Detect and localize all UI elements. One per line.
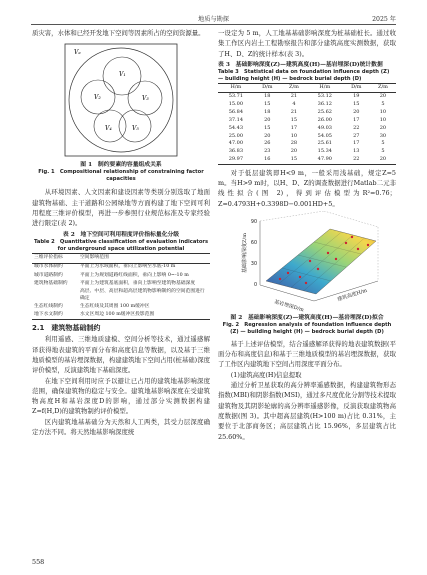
table-cell: 20 [370,156,396,164]
big-circle [69,48,173,152]
table-cell: 生态红线制约 [34,303,63,309]
paragraph: 通过分析卫星获取的高分辨率遥感数据，构建建筑物形态指数(MBI)和阴影指数(MSI)，通过多尺度优化分割等技术提取建筑物及其阴影轮廓的高分辨率遥感影像，反演获取建筑物高度数据(图 3)。其中超高层建筑(H>100 m)占比 0.31%，主要位于北部商务区；高层建筑占比 15.96%，多层建筑占比 25.60%。 [218,381,396,441]
table-cell: 15 [290,116,298,123]
table-cell: 36.83 [228,148,244,155]
table-cell: 18 [264,108,271,115]
axis-frame-back [260,211,324,221]
table-row [32,263,210,272]
table-row [32,272,210,280]
paragraph: 从环境因素、人文因素和建设因素等类别分别选取了地面建筑物基础、主干道路和公园绿地等方面构建了地下空间可利用程度三维评价模型，再进一步参照行业规范标准及专家经验进行限定(表 2)。 [32,188,210,228]
figure-2-caption-en: Fig. 2 Regression analysis of foundation influence depth (Z) — building height (H) — bedrock burial depth (D) [222,321,392,335]
table-cell: 20 [290,148,298,155]
table-row [218,132,396,140]
table-cell: 水文区周边 100 m缓冲区投影范围 [78,311,210,320]
table-cell: 27 [353,132,360,139]
table-row [218,156,396,164]
table-cell: 53.71 [228,93,244,100]
page-number: 558 [32,558,45,566]
table-cell: 20 [353,108,360,115]
table-cell: 13 [353,148,360,155]
table-cell: 生态红线及其周围 100 m缓冲区 [80,303,150,309]
table-cell: 19 [353,93,360,100]
paragraph: 区内建筑地基基础分为天然和人工两类，其受力层深度确定方法不同。将天然地基影响深度统 [32,417,210,437]
table-3-caption-cn: 表 3 基础影响深度(Z)—建筑高度(H)—基岩埋深(D)统计数据 [218,61,383,68]
table-cell: 15 [353,101,360,108]
table-cell: 平面上为水域面积，垂向上影响至水底-10 m [80,264,176,270]
table-cell: 47.00 [228,140,244,147]
table-cell: 17 [353,116,360,123]
table-cell: 21 [290,108,298,115]
figure-2-caption-cn: 图 2 基础影响深度(Z)—建筑高度(H)—基岩埋深(D)拟合 [230,314,384,321]
table-cell: 10 [290,132,298,139]
x-axis-label: 基岩埋深D/m [273,298,305,314]
table-cell: 10 [379,108,387,115]
table-cell: 建筑物基础制约 [34,280,68,286]
table-cell: 17 [353,140,360,147]
table-cell: 城市水体制约 [34,264,63,270]
table-cell: 高层、中层、高层和超高层建筑物影响制约的空间范围进行确定 [80,289,205,301]
y-axis-label: 建筑高度H/m [336,287,368,303]
table-cell: 18 [264,93,271,100]
paragraph: 在地下空间利用时应予以避让已占用的建筑地基影响深度范围，确保建筑物的稳定与安全。建筑地基影响深度在受建筑物高度H和基岩深度D的影响，通过部分实测数据构建Z=f(H,D)的建筑物制约评价模型。 [32,376,210,416]
table-header: H/m [218,83,254,92]
label-v2: V₂ [94,94,101,102]
table-cell: 49.03 [317,124,332,131]
table-cell: 城市道路制约 [34,272,63,278]
table-cell: 20 [379,124,387,131]
table-cell: 30 [379,132,387,139]
table-cell: 25.00 [228,132,244,139]
table-3 [218,83,396,165]
table-row [218,140,396,148]
fitted-surface [266,229,376,294]
z-tick: 30 [250,261,257,267]
table-cell: 56.84 [228,108,244,115]
table-cell: 22 [353,124,360,131]
table-cell: 20 [379,93,387,100]
table-cell: 15.00 [228,101,244,108]
paragraph: 基于上述评估模型，结合遥感解译获得的地表建筑数据(平面分布和高度信息)和基于三维地质模型的基岩埋深数据，获取了工作区内建筑地下空间占用深度平面分布。 [218,339,396,369]
table-cell: 26 [264,140,271,147]
table-cell: 26.00 [317,116,332,123]
table-header: 空间影响范围 [78,254,210,263]
journal-year: 2025 年 [372,16,396,23]
axis-frame-back [324,211,378,227]
label-v4: V₄ [105,125,112,133]
table-row [218,116,396,124]
table-cell: 5 [381,148,385,155]
table-row [32,280,210,288]
table-header: H/m [307,83,343,92]
table-row [218,109,396,117]
table-row [32,303,210,311]
table-cell: 20 [264,116,271,123]
paragraph: 质灾害，水体和已经开发地下空间等因素所占的空间资源量。 [32,29,205,37]
table-cell: 36.12 [317,101,332,108]
table-row [218,92,396,100]
label-v3: V₃ [142,95,149,103]
table-cell [32,288,78,303]
table-header: D/m [254,83,281,92]
table-cell: 5 [381,140,385,147]
table-row [218,124,396,132]
label-v5: V₅ [132,125,139,133]
section-title: 2.1 建筑物基础制约 [32,324,101,333]
table-cell: 15.34 [317,148,332,155]
table-row [218,148,396,156]
paragraph: 一设定为 5 m，人工地基基础影响深度为桩基础桩长。通过收集工作区内岩土工程勘察报告和部分建筑高度实测数据，获取了H、D、Z的统计样本(表 3)。 [218,29,396,58]
journal-name: 地质与勘探 [198,16,229,23]
table-cell: 15 [264,124,271,131]
table-cell: 25.62 [317,108,332,115]
table-cell: 37.14 [228,116,244,123]
table-cell: 22 [343,156,370,164]
table-cell: 4 [292,101,296,108]
table-cell: 10 [379,116,387,123]
z-tick: 90 [250,219,257,225]
figure-1-caption-en: Fig. 1 Compositional relationship of constraining factor capacities [38,169,204,183]
table-cell: 25.61 [317,140,332,147]
table-cell: 21 [290,93,298,100]
left-column [32,28,210,437]
label-va: Vₐ [74,49,81,57]
table-row [218,101,396,109]
paragraph: (1)建筑高度(H)信息提取 [230,370,302,379]
table-cell: 53.12 [317,93,332,100]
label-v1: V₁ [119,71,126,79]
right-column [218,28,396,442]
running-header [31,13,396,25]
table-2-caption-cn: 表 2 地下空间可利用程度评价指标量化分级 [62,232,180,239]
z-tick: 60 [250,240,257,246]
table-cell: 29.97 [218,156,254,164]
table-cell: 5 [381,101,385,108]
table-header: Z/m [281,83,307,92]
table-cell: 54.05 [317,132,332,139]
table-cell: 54.43 [228,124,244,131]
figure-1-venn-diagram [32,42,210,159]
figure-2-surface-plot [218,211,396,314]
table-cell: 16 [254,156,281,164]
table-cell: 47.90 [307,156,343,164]
table-cell: 17 [290,124,298,131]
table-row [32,311,210,320]
table-cell: 28 [290,140,298,147]
z-axis-label: 基础影响深度Z/m [242,232,248,273]
table-header: Z/m [370,83,396,92]
table-cell: 平面上为建筑基底面积，垂向上影响至建筑物基础深度 [80,280,196,286]
table-3-caption-en: Table 3 Statistical data on foundation influence depth (Z) — building height (H) — bedrock burial depth (D) [218,68,390,82]
table-cell: 15 [264,101,271,108]
outer-square [65,44,177,156]
table-cell: 15 [281,156,307,164]
table-2-caption-en: Table 2 Quantitative classification of evaluation indicators for underground space utilization potential [33,239,209,253]
table-cell: 23 [264,148,271,155]
z-tick: 0 [253,282,257,288]
table-row [32,288,210,303]
table-2 [32,253,210,320]
figure-1-caption-cn: 图 1 制约要素的容量组成关系 [80,162,162,169]
table-cell: 20 [264,132,271,139]
table-cell: 平面上为规划道路红线面积，垂向上影响 0~-10 m [80,272,189,278]
table-header: D/m [343,83,370,92]
paragraph: 利用遥感、三维地质建模、空间分析等技术，通过遥感解译获得地表建筑的平面分布和高度信息等数据，以及基于三维地质模型的基岩埋深数据，构建建筑地下空间占用(桩基础)深度评价模型，反演建筑地下基础深度。 [32,335,210,375]
paragraph: 对于低层建筑即H<9 m，一般采用浅基础，规定Z=5 m。当H>9 m时，以H、D、Z的调查数据进行Matlab二元非线性拟合(图 2)，得到评估模型为R²=0.76；Z=0.4793H+0.3398D−0.001HD+5。 [218,168,396,208]
table-header: 三维评价指标 [32,254,78,263]
table-cell: 地下水文制约 [32,311,78,320]
